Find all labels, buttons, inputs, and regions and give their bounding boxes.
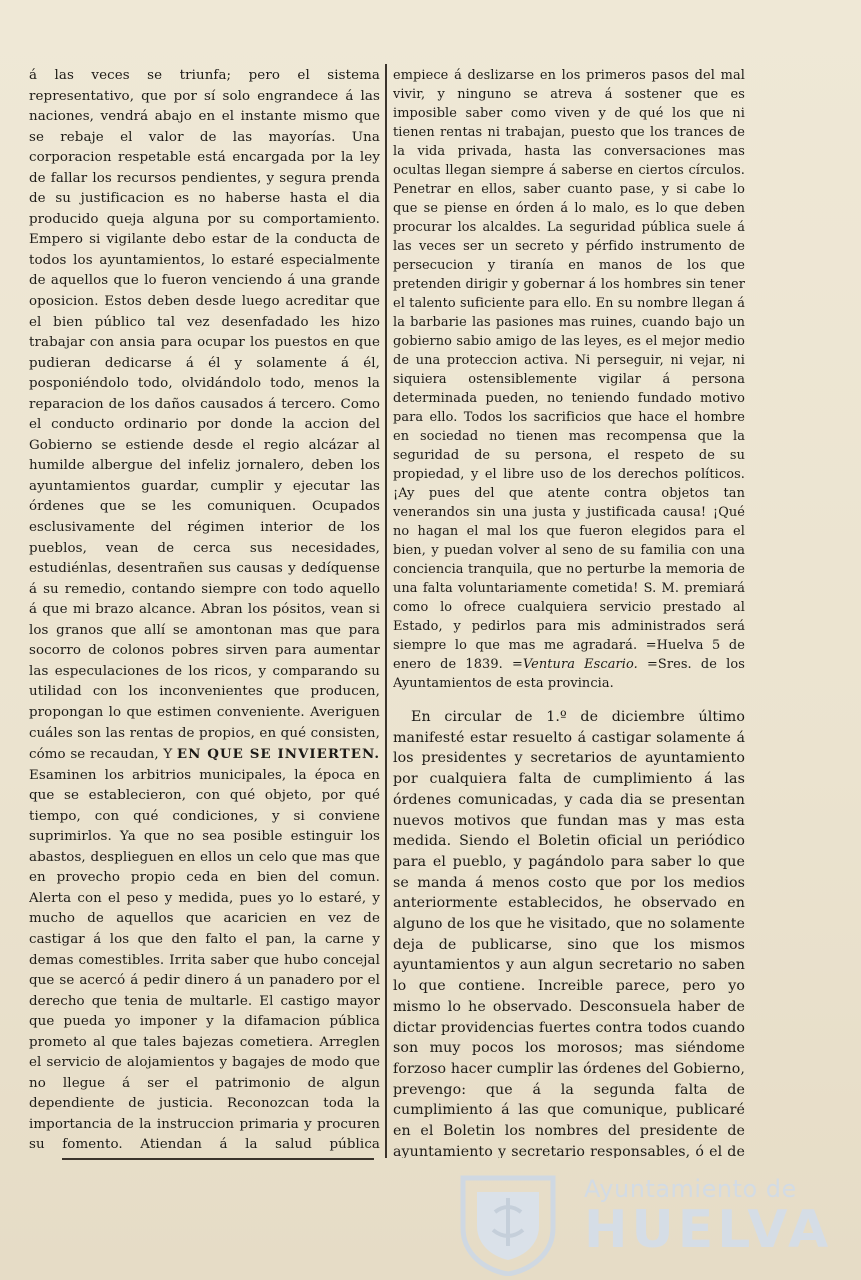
right-text-1-end: =Sres. de los Ayuntamientos de esta provincia. [393,657,745,691]
caps-phrase: EN QUE SE INVIERTEN. [176,746,380,763]
right-text-1: empiece á deslizarse en los primeros pasos del mal vivir, y ninguno se atreva á sostener que es imposible saber como viven y de qué los que ni tienen rentas ni trabajan, puesto que los trances de la vida privada, hasta las conversaciones mas ocultas llegan siempre á saberse en ciertos círculos. Penetrar en ellos, saber cuanto pase, y si cabe lo que se piense en órden á lo malo, es lo que deben procurar los alcaldes. La seguridad pública suele á las veces ser un secreto y pérfido instrumento de persecucion y tiranía en manos de los que pretenden dirigir y gobernar á los hombres sin tener el talento suficiente para ello. En su nombre llegan á la barbarie las pasiones mas ruines, cuando bajo un gobierno sabio amigo de las leyes, es el mejor medio de una proteccion activa. Ni perseguir, ni vejar, ni siquiera ostensiblemente vigilar á persona determinada pueden, no teniendo fundado motivo para ello. Todos los sacrificios que hace el hombre en sociedad no tienen mas recompensa que la seguridad de su persona, el respeto de su propiedad, y el libre uso de los derechos políticos. ¡Ay pues del que atente contra objetos tan venerandos sin una justa y justificada causa! ¡Qué no hagan el mal los que fueron elegidos para el bien, y puedan volver al seno de su familia con una conciencia tranquila, que no perturbe la memoria de una falta voluntariamente cometida! S. M. premiará como lo ofrece cualquiera servicio prestado al Estado, y pedirlos para mis administrados será siempre lo que mas me agradará. =Huelva 5 de enero de 1839. = [393,68,745,672]
right-text-2: En circular de 1.º de diciembre último manifesté estar resuelto á castigar solamente á los presidentes y secretarios de ayuntamiento por cualquiera falta de cumplimiento á las órdenes comunicadas, y cada dia se presentan nuevos motivos que fundan mas y mas esta medida. Siendo el Boletin oficial un periódico para el pueblo, y pagándolo para saber lo que se manda á menos costo que por los medios anteriormente establecidos, he observado en alguno de los que he visitado, que no solamente deja de publicarse, sino que los mismos ayuntamientos y aun algun secretario no saben lo que contiene. Increible parece, pero yo mismo lo he observado. Desconsuela haber de dictar providencias fuertes contra todos cuando son muy pocos los morosos; mas siéndome forzoso hacer cumplir las órdenes del Gobierno, prevengo: que á la segunda falta de cumplimiento á las que comunique, publicaré en el Boletin los nombres del presidente de ayuntamiento y secretario responsables, ó el de [393,709,745,1158]
left-text-1: á las veces se triunfa; pero el sistema representativo, que por sí solo engrandece á las naciones, vendrá abajo en el instante mismo que se rebaje el valor de las mayorías. Una corporacion respetable está encargada por la ley de fallar los recursos pendientes, y segura prenda de su justificacion es no haberse hasta el dia producido queja alguna por su comportamiento. Empero si vigilante debo estar de la conducta de todos los ayuntamientos, lo estaré especialmente de aquellos que lo fueron venciendo á una grande oposicion. Estos deben desde luego acreditar que el bien público tal vez desenfadado les hizo trabajar con ansia para ocupar los puestos en que pudieran dedicarse á él y solamente á él, posponiéndolo todo, olvidándolo todo, menos la reparacion de los daños causados á tercero. Como el conducto ordinario por donde la accion del Gobierno se estiende desde el regio alcázar al humilde albergue del infeliz jornalero, deben los ayuntamientos guardar, cumplir y ejecutar las órdenes que se les comuniquen. Ocupados esclusivamente del régimen interior de los pueblos, vean de cerca sus necesidades, estudiénlas, desentrañen sus causas y dedíquense á su remedio, contando siempre con todo aquello á que mi brazo alcance. Abran los pósitos, vean si los granos que allí se amontonan mas que para socorro de colonos pobres sirven para aumentar las especulaciones de los ricos, y comparando su utilidad con los inconvenientes que producen, propongan lo que estimen conveniente. Averiguen cuáles son las rentas de propios, en qué consisten, cómo se recaudan, Y [29,68,380,763]
paragraph-spacer [393,693,745,707]
right-column [393,66,745,1158]
right-paragraph-2 [393,707,745,1158]
right-paragraph-1 [393,66,745,693]
footer-rule [62,1158,374,1160]
left-text-2: Esaminen los arbitrios municipales, la época en que se establecieron, con qué objeto, por qué tiempo, con qué condiciones, y si conviene suprimirlos. Ya que no sea posible estinguir los abastos, desplieguen en ellos un celo que mas que en provecho propio ceda en bien del comun. Alerta con el peso y medida, pues yo lo estaré, y mucho de aquellos que acaricien en vez de castigar á los que den falto el pan, la carne y demas comestibles. Irrita saber que hubo concejal que se acercó á pedir dinero á un panadero por el derecho que tenia de multarle. El castigo mayor que pueda yo imponer y la difamacion pública prometo al que tales bajezas cometiera. Arreglen el servicio de alojamientos y bagajes de modo que no llegue á ser el patrimonio de algun dependiente de justicia. Reconozcan toda la importancia de la instruccion primaria y procuren su fomento. Atiendan á la salud pública [29,767,380,1153]
left-column [29,66,380,1158]
watermark-line-1: Ayuntamiento de [584,1175,797,1203]
signature: Ventura Escario. [522,657,638,672]
watermark-line-2: HUELVA [584,1200,833,1260]
left-paragraph-1 [29,66,380,1158]
huelva-shield-watermark-icon [455,1172,561,1276]
column-divider [385,64,387,1158]
